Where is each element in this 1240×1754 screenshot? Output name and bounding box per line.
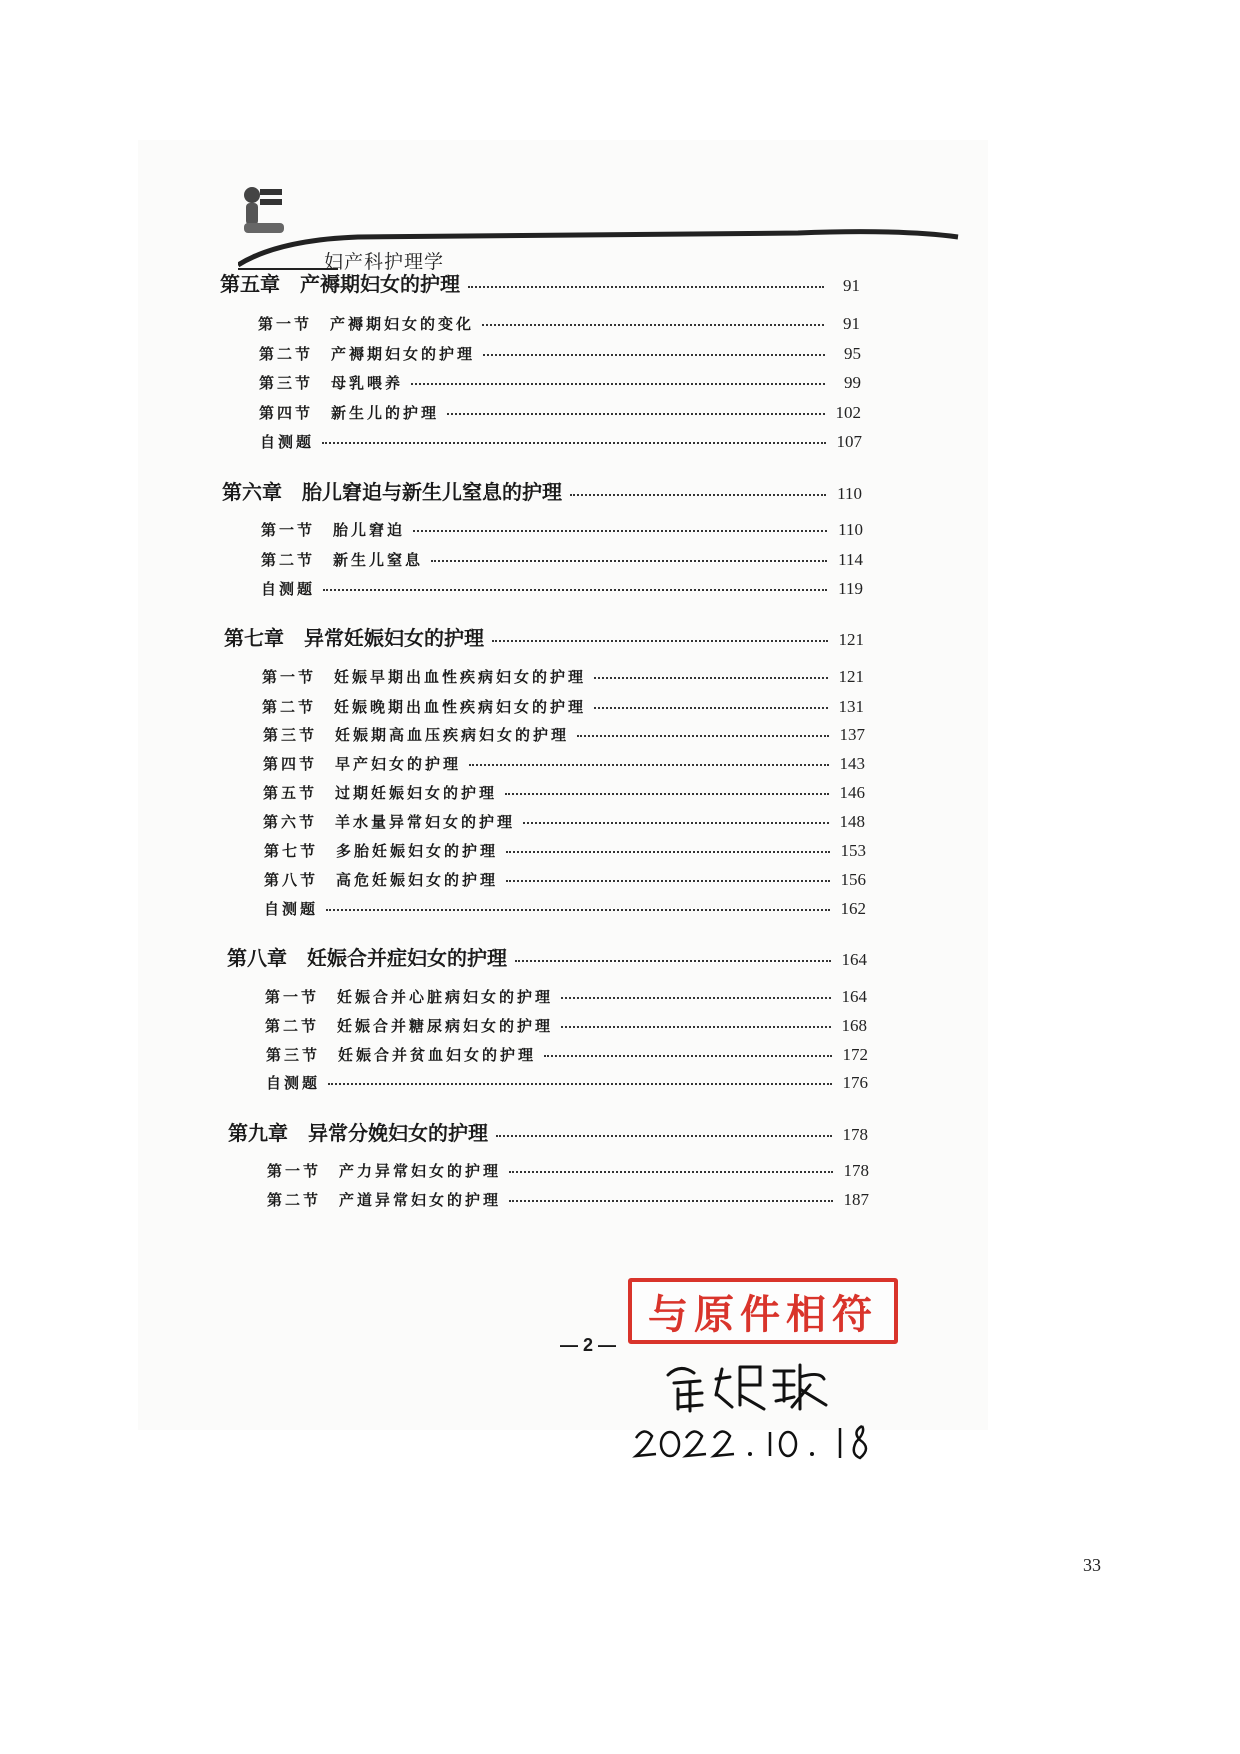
book-title: 妇产科护理学 [324, 251, 445, 273]
toc-entry-label [263, 724, 569, 745]
toc-entry-number: 第一节 [261, 521, 316, 539]
dot-leader [561, 997, 831, 999]
toc-entry-label [267, 1160, 501, 1181]
dot-leader [506, 880, 830, 882]
toc-entry-label [263, 782, 497, 803]
toc-entry-number: 第二节 [259, 345, 314, 363]
toc-entry-title: 新生儿窒息 [333, 551, 424, 569]
toc-entry-label [222, 476, 562, 505]
toc-page-number: 164 [841, 987, 867, 1006]
toc-section-row [266, 1044, 868, 1065]
toc-section-row [261, 578, 863, 599]
toc-entry-number: 第四节 [263, 755, 318, 773]
toc-page-number: 162 [840, 899, 866, 918]
toc-section-row [264, 840, 866, 861]
toc-section-row [262, 666, 864, 687]
toc-page-number: 156 [840, 870, 866, 889]
dot-leader [570, 494, 826, 496]
toc-entry-title: 妊娠合并症妇女的护理 [307, 946, 507, 970]
toc-section-row [260, 431, 862, 452]
toc-entry-title: 高危妊娠妇女的护理 [336, 871, 499, 889]
toc-entry-number: 第一节 [262, 668, 317, 686]
toc-section-row [261, 549, 863, 570]
toc-entry-label [228, 1117, 488, 1146]
toc-entry-title: 自测题 [260, 433, 315, 451]
toc-entry-label [261, 519, 405, 540]
toc-entry-number: 第二节 [267, 1191, 322, 1209]
toc-page-number: 102 [835, 403, 861, 422]
toc-entry-number: 第五节 [263, 784, 318, 802]
toc-chapter-row [228, 1117, 868, 1146]
toc-section-row [259, 402, 861, 423]
toc-section-row [265, 986, 867, 1007]
toc-entry-label [261, 578, 315, 599]
toc-entry-title: 新生儿的护理 [331, 404, 440, 422]
toc-entry-label [262, 666, 586, 687]
toc-chapter-row [222, 476, 862, 505]
dot-leader [447, 413, 825, 415]
toc-entry-title: 自测题 [261, 580, 316, 598]
toc-entry-number: 第八章 [227, 946, 287, 970]
dot-leader [413, 530, 827, 532]
handwritten-date [630, 1418, 890, 1468]
toc-section-row [267, 1189, 869, 1210]
toc-entry-label [265, 986, 553, 1007]
toc-entry-title: 羊水量异常妇女的护理 [335, 813, 516, 831]
toc-entry-label [261, 549, 423, 570]
toc-entry-number: 第三节 [263, 726, 318, 744]
toc-entry-label [224, 622, 484, 651]
toc-section-row [266, 1072, 868, 1093]
toc-chapter-row [224, 622, 864, 651]
toc-chapter-row [220, 268, 860, 297]
dot-leader [506, 851, 830, 853]
toc-entry-number: 第三节 [266, 1046, 321, 1064]
stamp-text: 与原件相符 [648, 1291, 878, 1338]
dot-leader [505, 793, 829, 795]
toc-entry-title: 产褥期妇女的变化 [330, 315, 475, 333]
toc-page-number: 164 [841, 950, 867, 969]
toc-entry-label [262, 696, 586, 717]
dot-leader [523, 822, 829, 824]
toc-entry-label [266, 1072, 320, 1093]
toc-entry-number: 第七章 [224, 626, 284, 650]
dot-leader [482, 324, 824, 326]
toc-page-number: 153 [840, 841, 866, 860]
toc-entry-label [264, 840, 498, 861]
toc-entry-title: 产道异常妇女的护理 [339, 1191, 502, 1209]
toc-entry-label [264, 898, 318, 919]
toc-entry-title: 母乳喂养 [331, 374, 404, 392]
dot-leader [561, 1026, 831, 1028]
dot-leader [469, 764, 829, 766]
dot-leader [323, 589, 827, 591]
toc-page-number: 187 [843, 1190, 869, 1209]
certification-stamp [628, 1278, 898, 1344]
toc-page-number: 176 [842, 1073, 868, 1092]
toc-page-number: 110 [838, 520, 863, 539]
toc-entry-title: 自测题 [264, 900, 319, 918]
dot-leader [411, 383, 825, 385]
toc-entry-title: 妊娠期高血压疾病妇女的护理 [335, 726, 570, 744]
toc-page-number: 114 [838, 550, 863, 569]
toc-entry-label [264, 869, 498, 890]
toc-entry-number: 第六节 [263, 813, 318, 831]
toc-entry-title: 产褥期妇女的护理 [300, 272, 460, 296]
toc-entry-label [267, 1189, 501, 1210]
toc-page-number: 146 [839, 783, 865, 802]
dot-leader [544, 1055, 832, 1057]
toc-entry-title: 多胎妊娠妇女的护理 [336, 842, 499, 860]
toc-entry-number: 第五章 [220, 272, 280, 296]
toc-page-number: 95 [844, 344, 861, 363]
dot-leader [594, 707, 828, 709]
toc-entry-title: 异常妊娠妇女的护理 [304, 626, 484, 650]
toc-entry-title: 产力异常妇女的护理 [339, 1162, 502, 1180]
document-page-number: 33 [1083, 1555, 1101, 1575]
toc-entry-label [259, 402, 439, 423]
dot-leader [509, 1200, 833, 1202]
handwritten-signature [660, 1355, 830, 1417]
toc-entry-label [220, 268, 460, 297]
toc-section-row [263, 724, 865, 745]
dot-leader [577, 735, 829, 737]
toc-page-number: 110 [837, 484, 862, 503]
toc-section-row [259, 343, 861, 364]
toc-entry-label [258, 313, 474, 334]
toc-page-number: 91 [843, 276, 860, 295]
toc-entry-number: 第二节 [261, 551, 316, 569]
dot-leader [322, 442, 826, 444]
toc-entry-number: 第四节 [259, 404, 314, 422]
toc-entry-label [265, 1015, 553, 1036]
toc-entry-title: 妊娠合并贫血妇女的护理 [338, 1046, 537, 1064]
toc-entry-label [263, 811, 515, 832]
toc-page-number: 168 [841, 1016, 867, 1035]
toc-entry-number: 第八节 [264, 871, 319, 889]
toc-page-number: 148 [839, 812, 865, 831]
toc-entry-label [263, 753, 461, 774]
toc-entry-number: 第一节 [258, 315, 313, 333]
toc-entry-label [227, 942, 507, 971]
toc-entry-title: 胎儿窘迫与新生儿窒息的护理 [302, 480, 562, 504]
toc-entry-label [259, 372, 403, 393]
toc-entry-title: 妊娠晚期出血性疾病妇女的护理 [334, 698, 587, 716]
toc-entry-title: 产褥期妇女的护理 [331, 345, 476, 363]
toc-entry-number: 第一节 [265, 988, 320, 1006]
toc-page-number: 143 [839, 754, 865, 773]
toc-section-row [258, 313, 860, 334]
toc-section-row [264, 898, 866, 919]
dot-leader [328, 1083, 832, 1085]
toc-section-row [263, 753, 865, 774]
toc-section-row [259, 372, 861, 393]
toc-entry-number: 第一节 [267, 1162, 322, 1180]
toc-entry-title: 妊娠合并心脏病妇女的护理 [337, 988, 554, 1006]
toc-page-number: 137 [839, 725, 865, 744]
dot-leader [468, 286, 824, 288]
toc-section-row [261, 519, 863, 540]
toc-entry-label [259, 343, 475, 364]
toc-section-row [265, 1015, 867, 1036]
toc-section-row [267, 1160, 869, 1181]
toc-entry-number: 第三节 [259, 374, 314, 392]
toc-page-number: 91 [843, 314, 860, 333]
printed-page-number: — 2 — [560, 1335, 617, 1355]
toc-section-row [264, 869, 866, 890]
toc-page-number: 121 [838, 667, 864, 686]
toc-page-number: 99 [844, 373, 861, 392]
toc-entry-number: 第二节 [262, 698, 317, 716]
toc-entry-title: 自测题 [266, 1074, 321, 1092]
toc-entry-number: 第六章 [222, 480, 282, 504]
toc-entry-title: 异常分娩妇女的护理 [308, 1121, 488, 1145]
toc-chapter-row [227, 942, 867, 971]
toc-page-number: 131 [838, 697, 864, 716]
toc-entry-title: 胎儿窘迫 [333, 521, 406, 539]
toc-page-number: 178 [842, 1125, 868, 1144]
toc-section-row [263, 782, 865, 803]
toc-section-row [263, 811, 865, 832]
toc-section-row [262, 696, 864, 717]
toc-entry-title: 早产妇女的护理 [335, 755, 462, 773]
toc-entry-label [260, 431, 314, 452]
toc-page-number: 178 [843, 1161, 869, 1180]
toc-entry-number: 第二节 [265, 1017, 320, 1035]
dot-leader [492, 640, 828, 642]
dot-leader [509, 1171, 833, 1173]
dot-leader [326, 909, 830, 911]
dot-leader [594, 677, 828, 679]
toc-entry-number: 第九章 [228, 1121, 288, 1145]
dot-leader [496, 1135, 832, 1137]
dot-leader [431, 560, 827, 562]
toc-entry-title: 过期妊娠妇女的护理 [335, 784, 498, 802]
toc-entry-title: 妊娠合并糖尿病妇女的护理 [337, 1017, 554, 1035]
toc-entry-label [266, 1044, 536, 1065]
toc-entry-title: 妊娠早期出血性疾病妇女的护理 [334, 668, 587, 686]
dot-leader [515, 960, 831, 962]
toc-page-number: 119 [838, 579, 863, 598]
toc-page-number: 107 [836, 432, 862, 451]
toc-page-number: 172 [842, 1045, 868, 1064]
toc-page-number: 121 [838, 630, 864, 649]
dot-leader [483, 354, 825, 356]
toc-entry-number: 第七节 [264, 842, 319, 860]
